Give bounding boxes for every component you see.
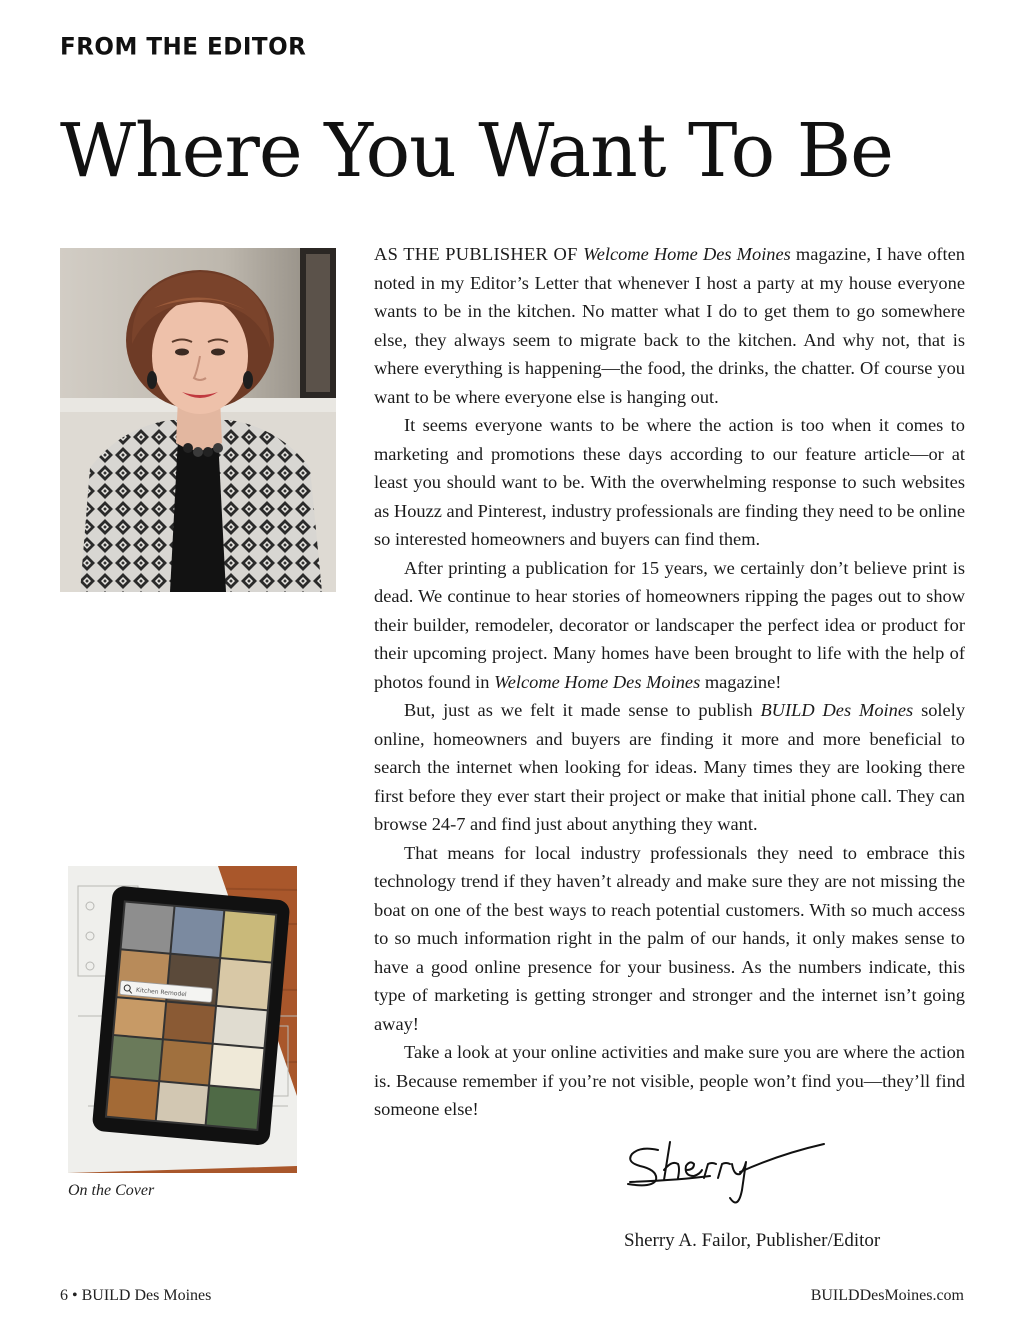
paragraph-text: solely online, homeowners and buyers are finding it more and more beneficial to search the internet when looking for ideas. Many times they are looking there first before they ever start their project or make that initial phone call. They can browse 24-7 and find just about anything they want. [374,700,966,834]
paragraph-text: magazine, I have often noted in my Editor’s Letter that whenever I host a party at my house everyone wants to be in the kitchen. No matter what I do to get them to go somewhere else, they always seem to migrate back to the kitchen. And why not, that is where everything is happening—the food, the drinks, the chatter. Of course you want to be where everyone else is hanging out. [374,244,965,407]
cover-search-text: Kitchen Remodel [135,986,187,999]
magazine-title: BUILD Des Moines [760,700,914,720]
cover-caption: On the Cover [68,1182,155,1199]
paragraph-text: After printing a publication for 15 years, we certainly don’t believe print is dead. We continue to hear stories of homeowners ripping the pages out to show their builder, remodeler, decorator or landscaper the perfect idea or product for their upcoming project. Many homes have been brought to life with the help of photos found in [374,557,965,692]
paragraph-1 [374,240,965,411]
footer-page-number: 6 • BUILD Des Moines [60,1287,212,1304]
editor-portrait [60,248,336,592]
paragraph-6: Take a look at your online activities and make sure you are where the action is. Because remember if you’re not visible, people won’t find you—they’ll find someone else! [374,1042,965,1119]
magazine-title: Welcome Home Des Moines [494,671,701,692]
paragraph-text: magazine! [700,671,782,692]
magazine-title: Welcome Home Des Moines [583,244,791,264]
paragraph-3 [374,554,965,697]
cover-image [68,866,297,1173]
footer-website: BUILDDesMoines.com [810,1287,964,1304]
paragraph-5: That means for local industry professionals they need to embrace this technology trend if they haven’t already and make sure they are not missing the boat on one of the best ways to reach potential customers. With so much access to so much information right in the palm of our hands, it only makes sense to have a good online presence for your business. As the numbers indicate, this type of marketing is getting stronger and stronger and the internet isn’t going away! [374,842,965,1034]
article-body [374,240,965,1124]
page-title: Where You Want To Be [60,108,893,194]
signature [620,1136,830,1216]
lead-in: AS THE PUBLISHER OF [374,244,584,264]
section-label: FROM THE EDITOR [60,33,307,61]
signoff-name: Sherry A. Failor, Publisher/Editor [624,1230,881,1251]
paragraph-4 [374,696,965,839]
paragraph-2: It seems everyone wants to be where the action is too when it comes to marketing and promotions these days according to our feature article—or at least you should want to be. With the overwhelming response to such websites as Houzz and Pinterest, industry professionals are finding they need to be online so interested homeowners and buyers can find them. [374,415,965,549]
paragraph-text: But, just as we felt it made sense to publish [404,700,761,720]
